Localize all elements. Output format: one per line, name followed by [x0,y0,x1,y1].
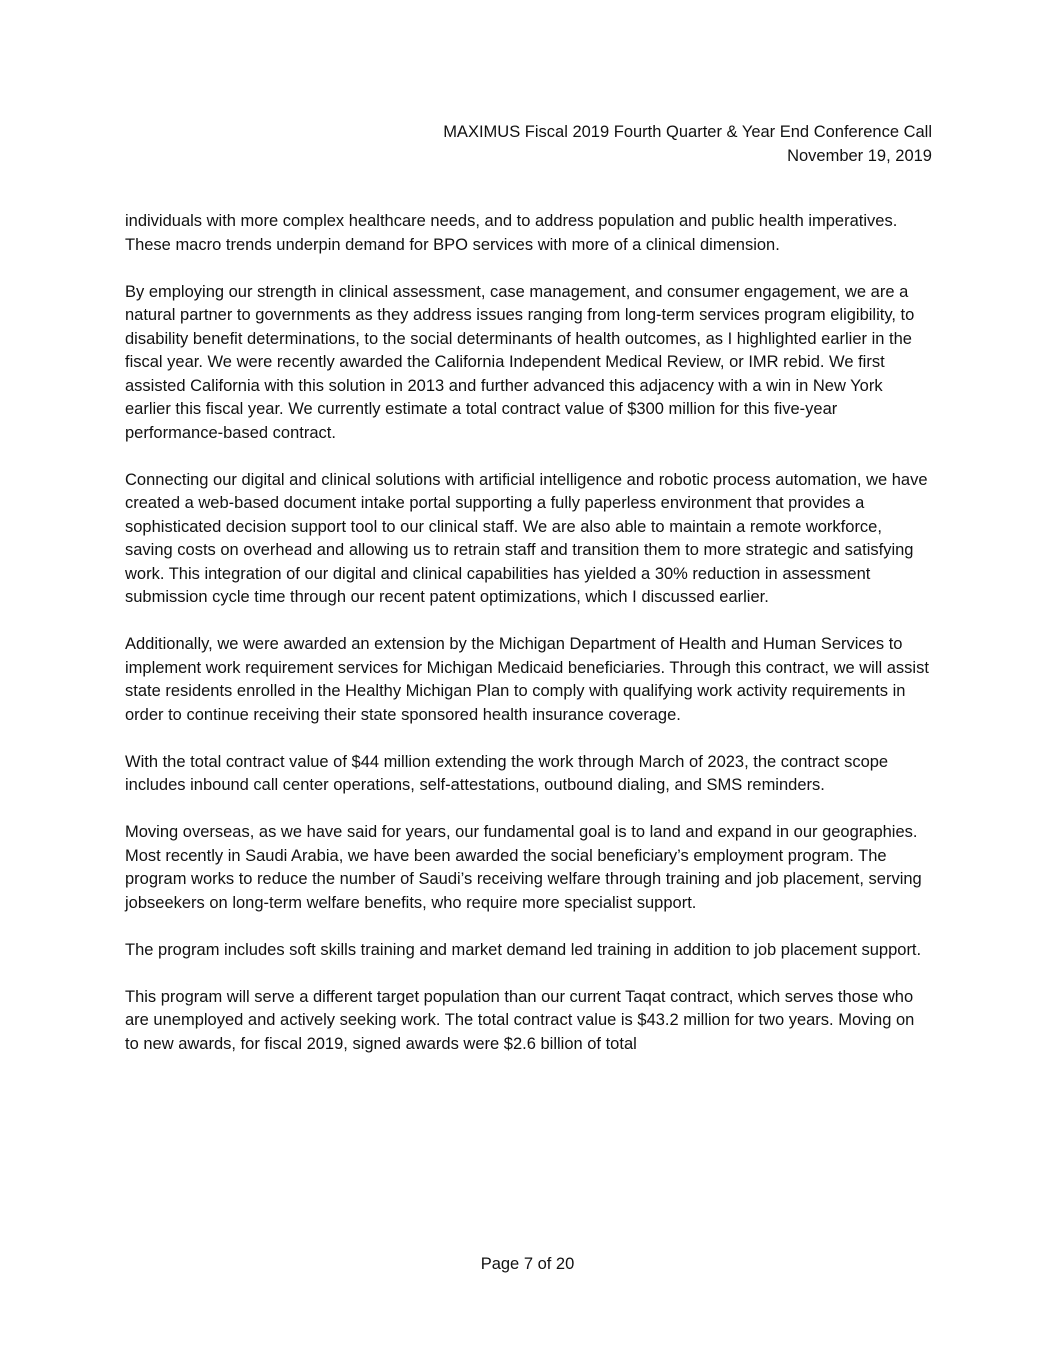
document-body [125,210,932,1056]
paragraph-6: Moving overseas, as we have said for years, our fundamental goal is to land and expand in our geographies. Most recently in Saudi Arabia, we have been awarded the social beneficiary’s employment program. The program works to reduce the number of Saudi’s receiving welfare through training and job placement, serving jobseekers on long-term welfare benefits, who require more specialist support. [125,823,922,912]
header-date: November 19, 2019 [787,146,932,165]
paragraph-1: individuals with more complex healthcare needs, and to address population and public health imperatives. These macro trends underpin demand for BPO services with more of a clinical dimension. [125,212,898,254]
document-header [125,0,932,168]
paragraph-8: This program will serve a different target population than our current Taqat contract, which serves those who are unemployed and actively seeking work. The total contract value is $43.2 million for two years. Moving on to new awards, for fiscal 2019, signed awards were $2.6 billion of total [125,987,915,1053]
paragraph-5: With the total contract value of $44 million extending the work through March of 2023, the contract scope includes inbound call center operations, self-attestations, outbound dialing, and SMS reminders. [125,752,889,794]
paragraph-3: Connecting our digital and clinical solutions with artificial intelligence and robotic process automation, we have created a web-based document intake portal supporting a fully paperless environment that provides a sophisticated decision support tool to our clinical staff. We are also able to maintain a remote workforce, saving costs on overhead and allowing us to retrain staff and transition them to more strategic and satisfying work. This integration of our digital and clinical capabilities has yielded a 30% reduction in assessment submission cycle time through our recent patent optimizations, which I discussed earlier. [125,470,928,606]
paragraph-2: By employing our strength in clinical assessment, case management, and consumer engagement, we are a natural partner to governments as they address issues ranging from long-term services program eligibility, to disability benefit determinations, to the social determinants of health outcomes, as I highlighted earlier in the fiscal year. We were recently awarded the California Independent Medical Review, or IMR rebid. We first assisted California with this solution in 2013 and further advanced this adjacency with a win in New York earlier this fiscal year. We currently estimate a total contract value of $300 million for this five-year performance-based contract. [125,282,915,442]
paragraph-4: Additionally, we were awarded an extension by the Michigan Department of Health and Human Services to implement work requirement services for Michigan Medicaid beneficiaries. Through this contract, we will assist state residents enrolled in the Healthy Michigan Plan to comply with qualifying work activity requirements in order to continue receiving their state sponsored health insurance coverage. [125,635,929,724]
paragraph-7: The program includes soft skills training and market demand led training in addition to job placement support. [125,940,922,959]
page-footer [0,1253,1055,1277]
page-number: Page 7 of 20 [480,1255,575,1273]
header-title: MAXIMUS Fiscal 2019 Fourth Quarter & Year End Conference Call [443,123,932,141]
